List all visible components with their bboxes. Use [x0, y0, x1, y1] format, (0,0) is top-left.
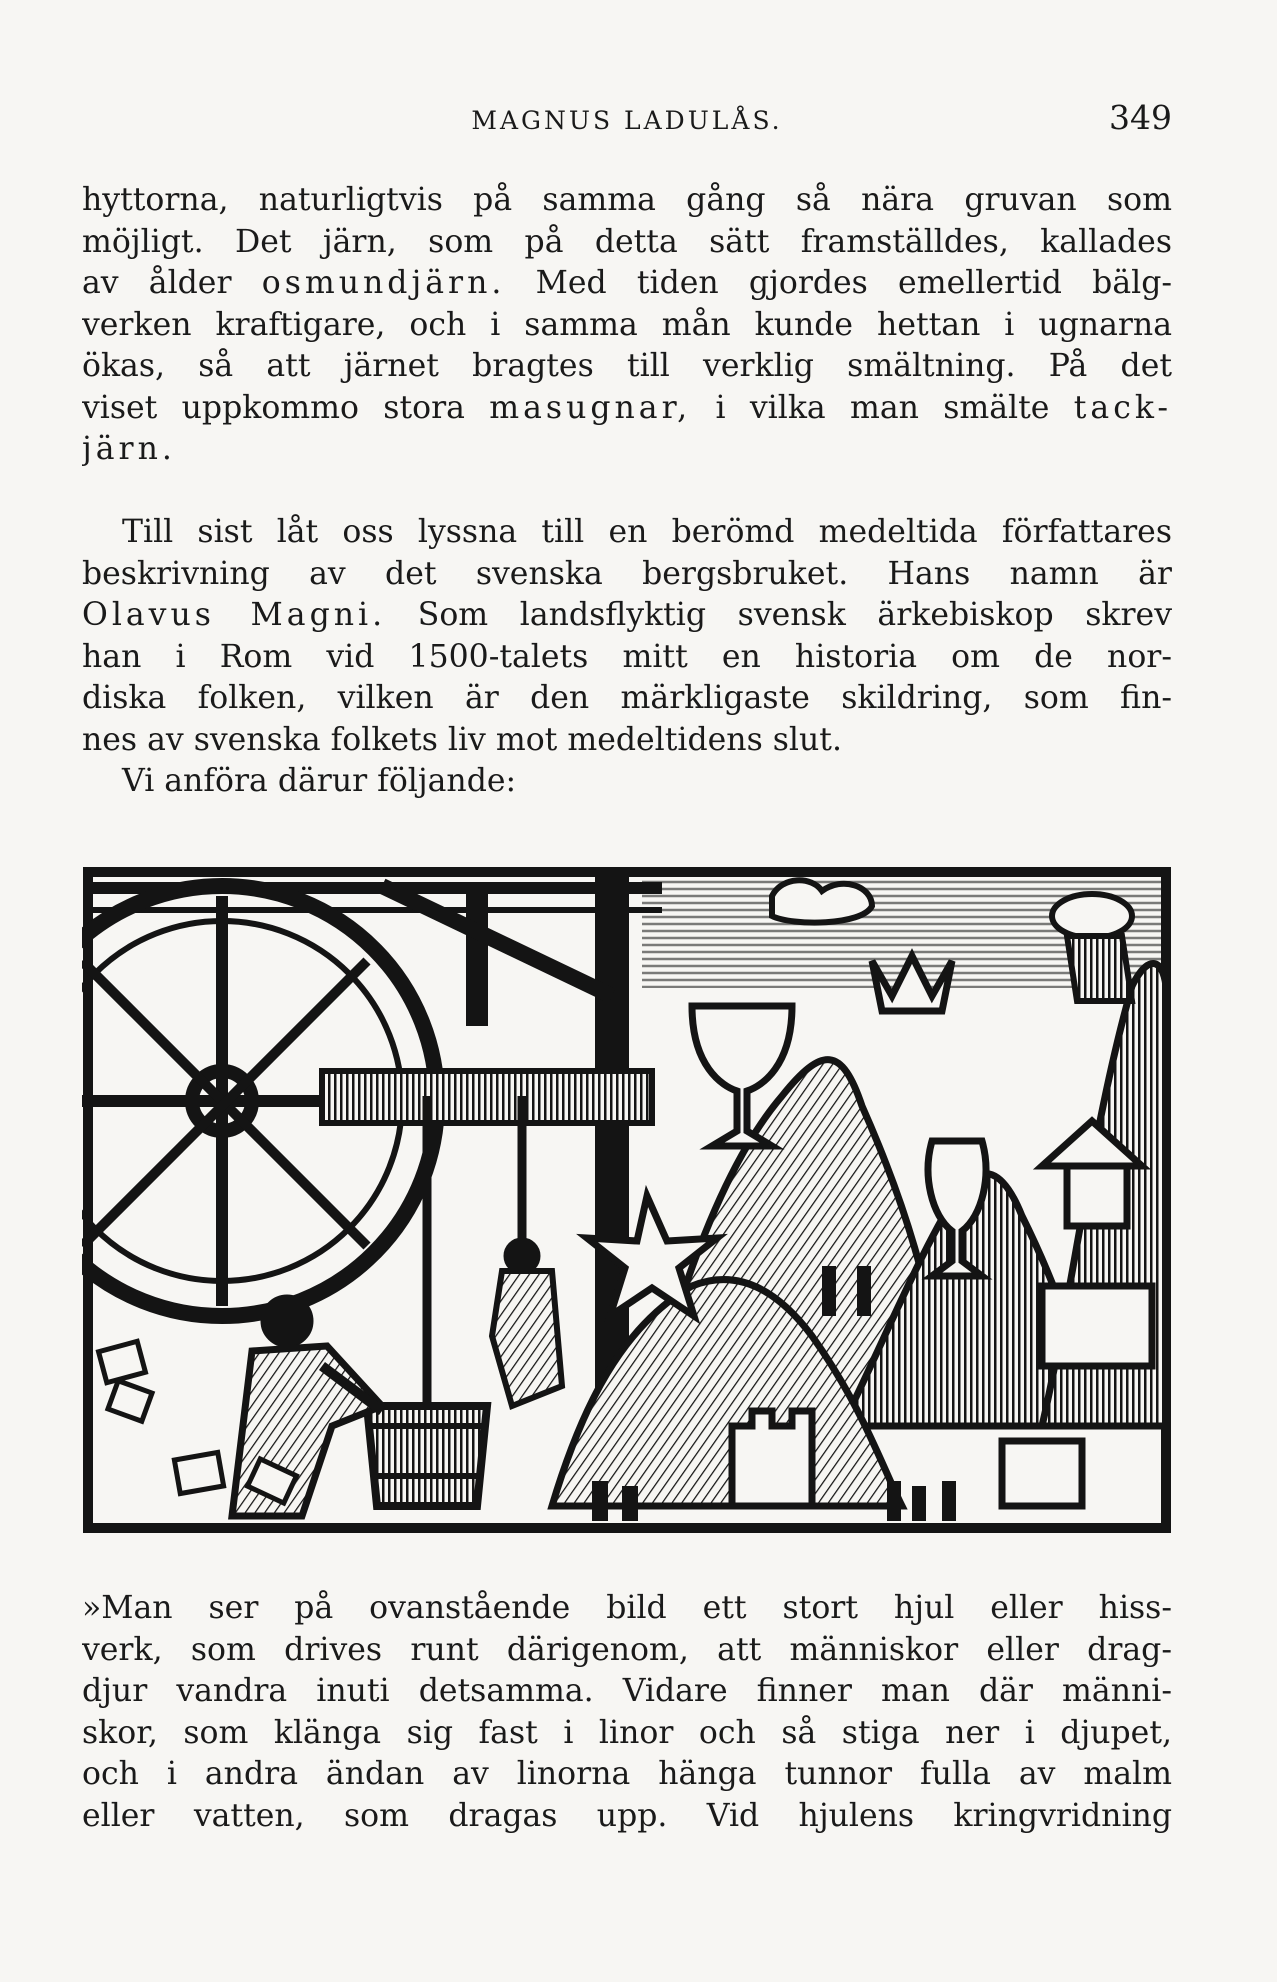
- winch-axle: [322, 1071, 652, 1123]
- text-line: verk, som drives runt därigenom, att människor eller drag-: [82, 1631, 1172, 1668]
- bucket: [367, 1406, 487, 1506]
- text-line: nes av svenska folkets liv mot medeltidens slut.: [82, 721, 842, 758]
- text-line: verken kraftigare, och i samma mån kunde hettan i ugnarna: [82, 306, 1172, 343]
- text-line: eller vatten, som dragas upp. Vid hjulens kringvridning: [82, 1797, 1172, 1834]
- text-line: beskrivning av det svenska bergsbruket. Hans namn är: [82, 555, 1172, 592]
- text-line: av ålder osmundjärn. Med tiden gjordes emellertid bälg-: [82, 265, 1172, 301]
- text-line: viset uppkommo stora masugnar, i vilka man smälte tack-: [82, 389, 1172, 426]
- text-line: järn.: [82, 431, 176, 467]
- text-line: Olavus Magni. Som landsflyktig svensk ärkebiskop skrev: [82, 597, 1172, 633]
- paragraph-3: [82, 1588, 1172, 1837]
- text-line: och i andra ändan av linorna hänga tunnor fulla av malm: [82, 1756, 1172, 1792]
- cloud: [772, 880, 872, 922]
- page-number: 349: [1109, 98, 1172, 137]
- text-line: skor, som klänga sig fast i linor och så stiga ner i djupet,: [82, 1714, 1172, 1751]
- text-line: Till sist låt oss lyssna till en berömd medeltida författares: [122, 514, 1172, 550]
- page-header: [82, 92, 1172, 152]
- text-line: »Man ser på ovanstående bild ett stort hjul eller hiss-: [82, 1590, 1172, 1626]
- emphasis-olavus-magni: Olavus Magni.: [82, 597, 387, 633]
- paragraph-1: [82, 180, 1172, 471]
- running-title: MAGNUS LADULÅS.: [471, 106, 783, 135]
- text-line: ökas, så att järnet bragtes till verklig smältning. På det: [82, 348, 1172, 384]
- text-line: Vi anföra därur följande:: [122, 763, 517, 799]
- text-line: han i Rom vid 1500-talets mitt en historia om de nor-: [82, 638, 1172, 675]
- woodcut-illustration: [82, 866, 1172, 1534]
- text-line: möjligt. Det järn, som på detta sätt framställdes, kallades: [82, 223, 1172, 260]
- emphasis-osmundjarn: osmundjärn.: [261, 265, 506, 301]
- mining-scene-woodcut: [82, 866, 1172, 1534]
- emphasis-masugnar: masugnar,: [489, 389, 692, 426]
- emphasis-tack: tack-: [1073, 389, 1172, 426]
- text-line: djur vandra inuti detsamma. Vidare finner man där männi-: [82, 1673, 1172, 1709]
- paragraph-2: [82, 512, 1172, 803]
- text-line: hyttorna, naturligtvis på samma gång så nära gruvan som: [82, 182, 1172, 218]
- text-line: diska folken, vilken är den märkligaste skildring, som fin-: [82, 680, 1172, 716]
